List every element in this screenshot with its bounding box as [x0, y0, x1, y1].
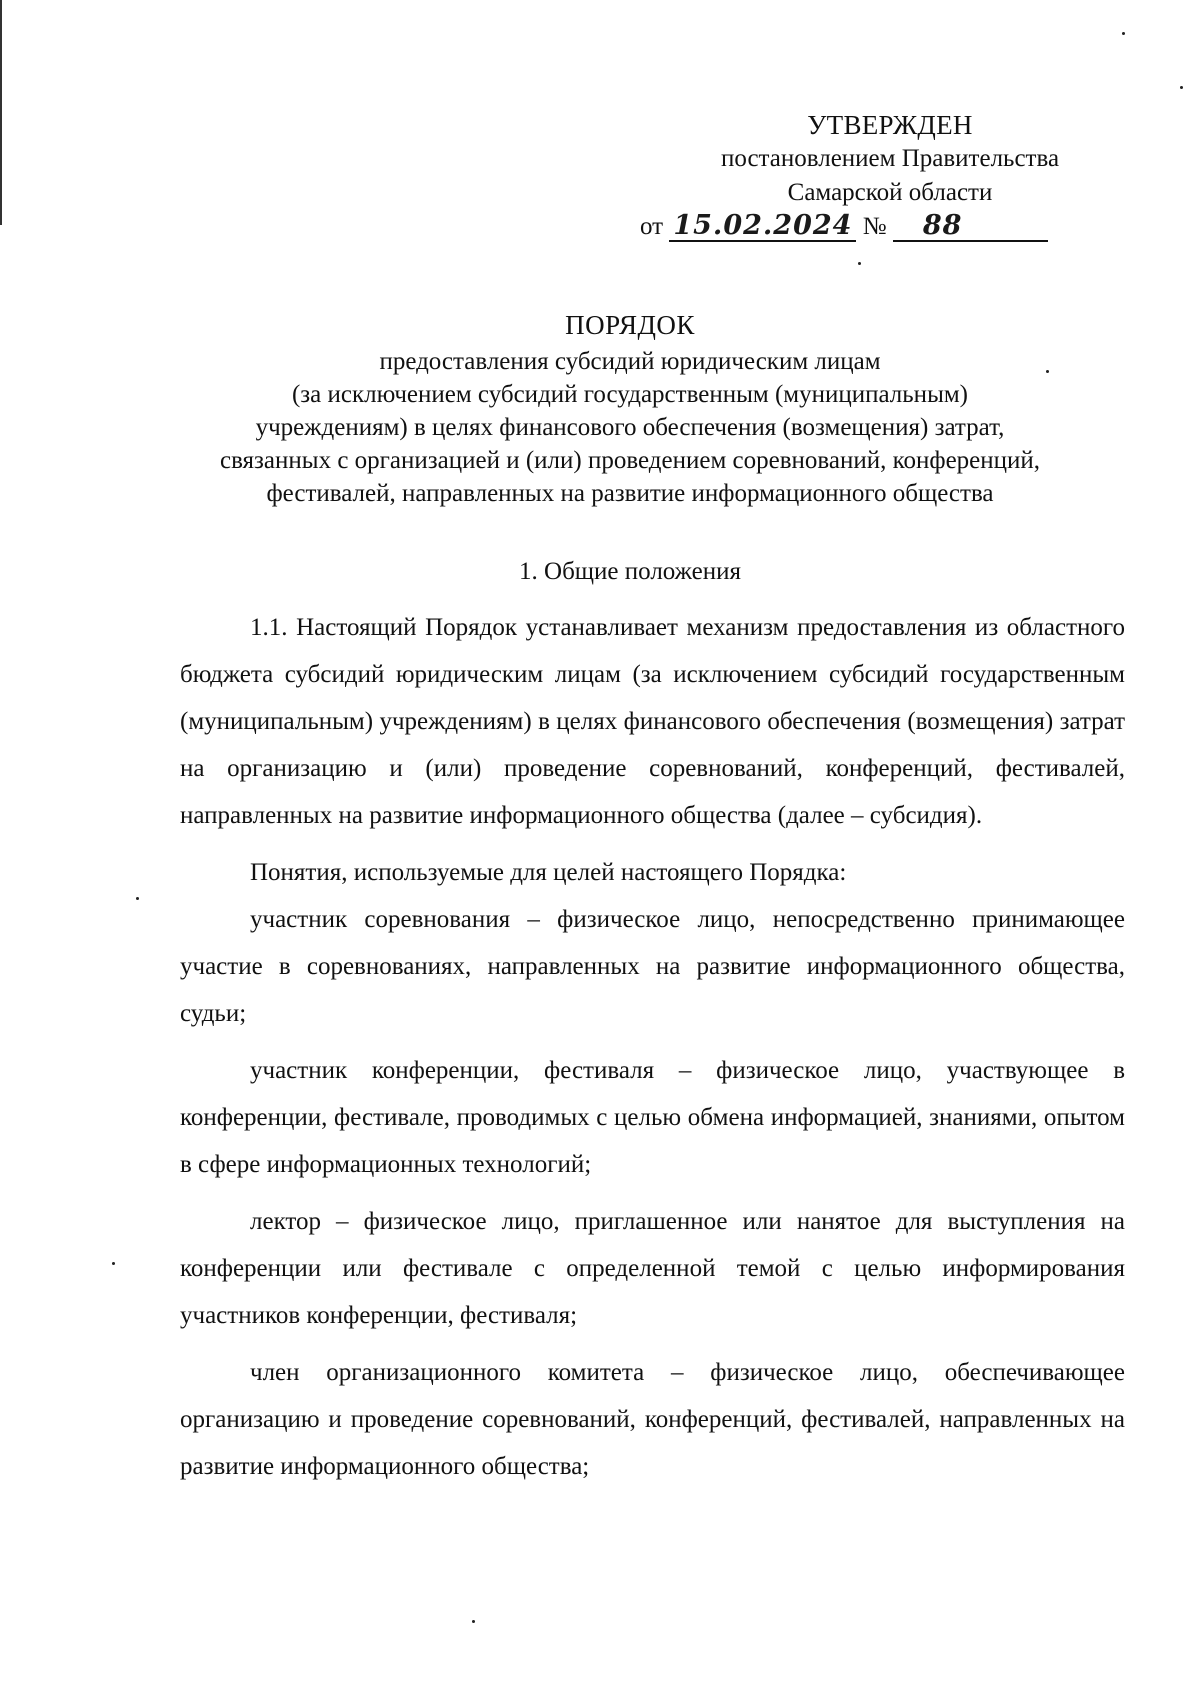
date-prefix: от: [640, 213, 664, 240]
scan-speck: [858, 262, 861, 265]
handwritten-date: 15.02.2024: [669, 212, 856, 242]
approval-line-2: Самарской области: [787, 179, 993, 206]
subtitle-line: (за исключением субсидий государственным (муниципальным): [291, 381, 969, 408]
scan-edge-line: [0, 0, 2, 225]
subtitle-line: предоставления субсидий юридическим лицам: [379, 348, 881, 375]
document-body: [180, 604, 1125, 1490]
number-sign: №: [862, 213, 887, 240]
scan-speck: [1180, 86, 1183, 89]
section-heading: 1. Общие положения: [519, 558, 741, 585]
paragraph-1-1: 1.1. Настоящий Порядок устанавливает механизм предоставления из областного бюджета субсидий юридическим лицам (за исключением субсидий государственным (муниципальным) учреждениям) в целях финансового обеспечения (возмещения) затрат на организацию и (или) проведение соревнований, конференций, фестивалей, направленных на развитие информационного общества (далее – субсидия).: [180, 614, 1125, 829]
handwritten-number: 88: [893, 212, 1048, 242]
approval-block: [640, 108, 1100, 244]
scan-speck: [1122, 32, 1125, 35]
paragraph-definition-conference-participant: участник конференции, фестиваля – физическое лицо, участвующее в конференции, фестивале, проводимых с целью обмена информацией, знаниями, опытом в сфере информационных технологий;: [180, 1057, 1125, 1178]
subtitle-line: учреждениям) в целях финансового обеспечения (возмещения) затрат,: [255, 414, 1005, 441]
subtitle-line: связанных с организацией и (или) проведением соревнований, конференций,: [219, 447, 1041, 474]
approval-date-line: [640, 210, 1100, 244]
scan-speck: [1046, 370, 1049, 373]
paragraph-definition-lecturer: лектор – физическое лицо, приглашенное или нанятое для выступления на конференции или фестивале с определенной темой с целью информирования участников конференции, фестиваля;: [180, 1208, 1125, 1329]
document-title: ПОРЯДОК: [565, 310, 695, 340]
approval-heading: УТВЕРЖДЕН: [807, 110, 973, 140]
scan-speck: [472, 1620, 475, 1623]
paragraph-definition-competition-participant: участник соревнования – физическое лицо, непосредственно принимающее участие в соревнованиях, направленных на развитие информационного общества, судьи;: [180, 906, 1125, 1027]
scan-speck: [136, 897, 139, 900]
document-subtitle: [150, 345, 1110, 510]
subtitle-line: фестивалей, направленных на развитие информационного общества: [266, 480, 994, 507]
approval-line-1: постановлением Правительства: [720, 145, 1060, 172]
paragraph-definitions-intro: Понятия, используемые для целей настоящего Порядка:: [250, 859, 847, 886]
paragraph-definition-committee-member: член организационного комитета – физическое лицо, обеспечивающее организацию и проведение соревнований, конференций, фестивалей, направленных на развитие информационного общества;: [180, 1359, 1125, 1480]
scan-speck: [112, 1262, 115, 1265]
